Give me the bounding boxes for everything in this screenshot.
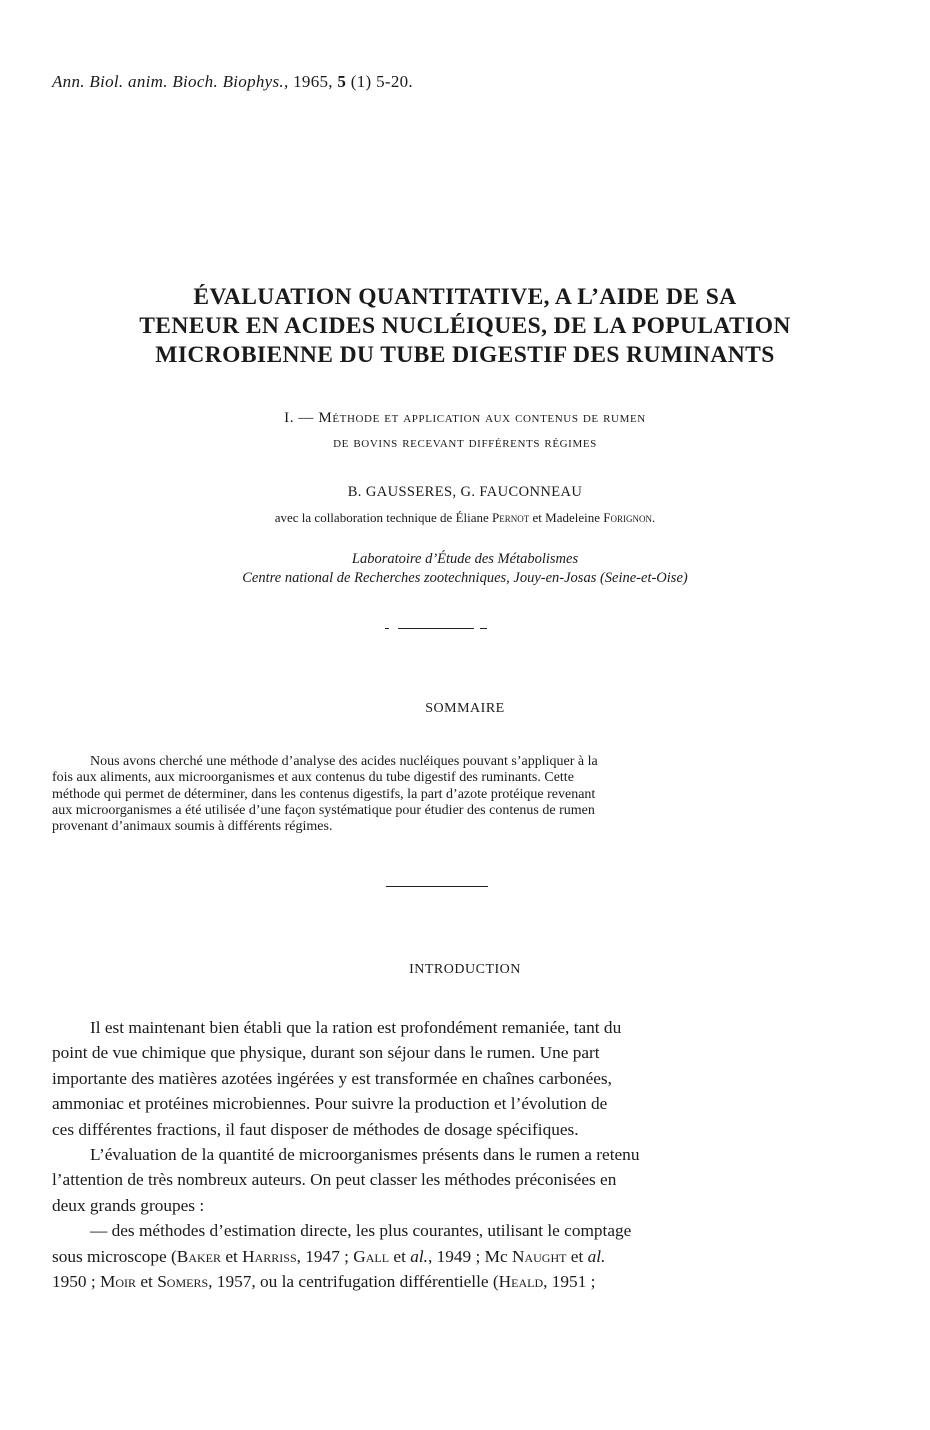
et-al: al. xyxy=(410,1246,428,1266)
abstract-line: provenant d’animaux soumis à différents régimes. xyxy=(52,819,333,835)
introduction-body xyxy=(52,1015,828,1294)
separator-dot xyxy=(385,628,389,629)
text-run: et xyxy=(566,1246,588,1266)
body-line: ces différentes fractions, il faut disposer de méthodes de dosage spécifiques. xyxy=(52,1119,579,1139)
citation-author: Baker xyxy=(176,1246,221,1266)
affiliation-lab: Laboratoire d’Étude des Métabolismes xyxy=(351,551,579,567)
body-line: deux grands groupes : xyxy=(52,1195,205,1215)
author-names: B. GAUSSERES, G. FAUCONNEAU xyxy=(347,484,583,500)
et-al: al. xyxy=(587,1246,606,1266)
title-line: MICROBIENNE DU TUBE DIGESTIF DES RUMINANTS xyxy=(155,342,775,368)
separator-dot xyxy=(480,628,487,629)
abstract-line: aux microorganismes a été utilisée d’une façon systématique pour étudier des contenus de rumen xyxy=(52,802,595,818)
journal-citation xyxy=(52,72,413,92)
text-run: , 1951 ; xyxy=(543,1272,596,1292)
citation-author: Heald xyxy=(498,1272,544,1292)
journal-name: Ann. Biol. anim. Bioch. Biophys., xyxy=(52,72,289,91)
body-line: ammoniac et protéines microbiennes. Pour suivre la production et l’évolution de xyxy=(52,1094,608,1114)
abstract-line: Nous avons cherché une méthode d’analyse des acides nucléiques pouvant s’appliquer à la xyxy=(90,754,598,769)
paper-subtitle xyxy=(100,406,830,456)
affiliation xyxy=(100,550,830,588)
journal-pages: (1) 5-20. xyxy=(350,72,413,91)
collab-prefix: avec la collaboration technique de Éliane xyxy=(274,510,493,525)
abstract-body xyxy=(52,754,828,835)
text-run: et xyxy=(221,1246,243,1266)
citation-author: Moir xyxy=(100,1272,137,1292)
body-line: Il est maintenant bien établi que la ration est profondément remaniée, tant du xyxy=(90,1018,622,1037)
citation-author: Naught xyxy=(512,1246,567,1266)
paper-title xyxy=(30,283,900,370)
collab-end: . xyxy=(652,510,656,525)
journal-year: 1965, xyxy=(293,72,333,91)
affiliation-institute: Centre national de Recherches zootechniques, Jouy-en-Josas (Seine-et-Oise) xyxy=(242,570,688,586)
collab-name: Pernot xyxy=(492,510,530,525)
body-line: importante des matières azotées ingérées y est transformée en chaînes carbonées, xyxy=(52,1068,612,1088)
journal-volume: 5 xyxy=(337,72,347,91)
text-run: et xyxy=(136,1272,158,1292)
text-run: sous microscope ( xyxy=(52,1246,177,1266)
body-line xyxy=(52,1244,828,1269)
text-run: 1950 ; xyxy=(52,1272,101,1292)
body-line: point de vue chimique que physique, durant son séjour dans le rumen. Une part xyxy=(52,1043,600,1063)
title-line: ÉVALUATION QUANTITATIVE, A L’AIDE DE SA xyxy=(193,284,737,310)
abstract-heading: SOMMAIRE xyxy=(425,701,505,716)
introduction-heading: INTRODUCTION xyxy=(409,962,521,977)
subtitle-line: de bovins recevant différents régimes xyxy=(333,435,597,451)
abstract-line: fois aux aliments, aux microorganismes et aux contenus du tube digestif des ruminants. Cette xyxy=(52,770,574,786)
body-line: L’évaluation de la quantité de microorganismes présents dans le rumen a retenu xyxy=(90,1145,640,1165)
collab-mid: et Madeleine xyxy=(529,510,604,525)
body-line xyxy=(52,1269,828,1294)
text-run: et xyxy=(389,1246,411,1266)
text-run: , 1949 ; Mc xyxy=(427,1246,512,1266)
citation-author: Harriss xyxy=(242,1246,297,1266)
separator-rule xyxy=(398,628,474,629)
body-line: — des méthodes d’estimation directe, les plus courantes, utilisant le comptage xyxy=(90,1221,632,1241)
title-line: TENEUR EN ACIDES NUCLÉIQUES, DE LA POPULATION xyxy=(139,313,791,339)
citation-author: Gall xyxy=(353,1246,390,1266)
collab-name: Forignon xyxy=(603,510,652,525)
citation-author: Somers xyxy=(157,1272,209,1292)
abstract-line: méthode qui permet de déterminer, dans les contenus digestifs, la part d’azote protéique revenant xyxy=(52,786,596,802)
separator-rule xyxy=(386,886,488,887)
subtitle-line: I. — Méthode et application aux contenus de rumen xyxy=(284,410,646,426)
text-run: , 1947 ; xyxy=(296,1246,354,1266)
technical-collaboration xyxy=(100,510,830,526)
body-line: l’attention de très nombreux auteurs. On peut classer les méthodes préconisées en xyxy=(52,1170,617,1190)
text-run: , 1957, ou la centrifugation différentielle ( xyxy=(208,1272,499,1292)
